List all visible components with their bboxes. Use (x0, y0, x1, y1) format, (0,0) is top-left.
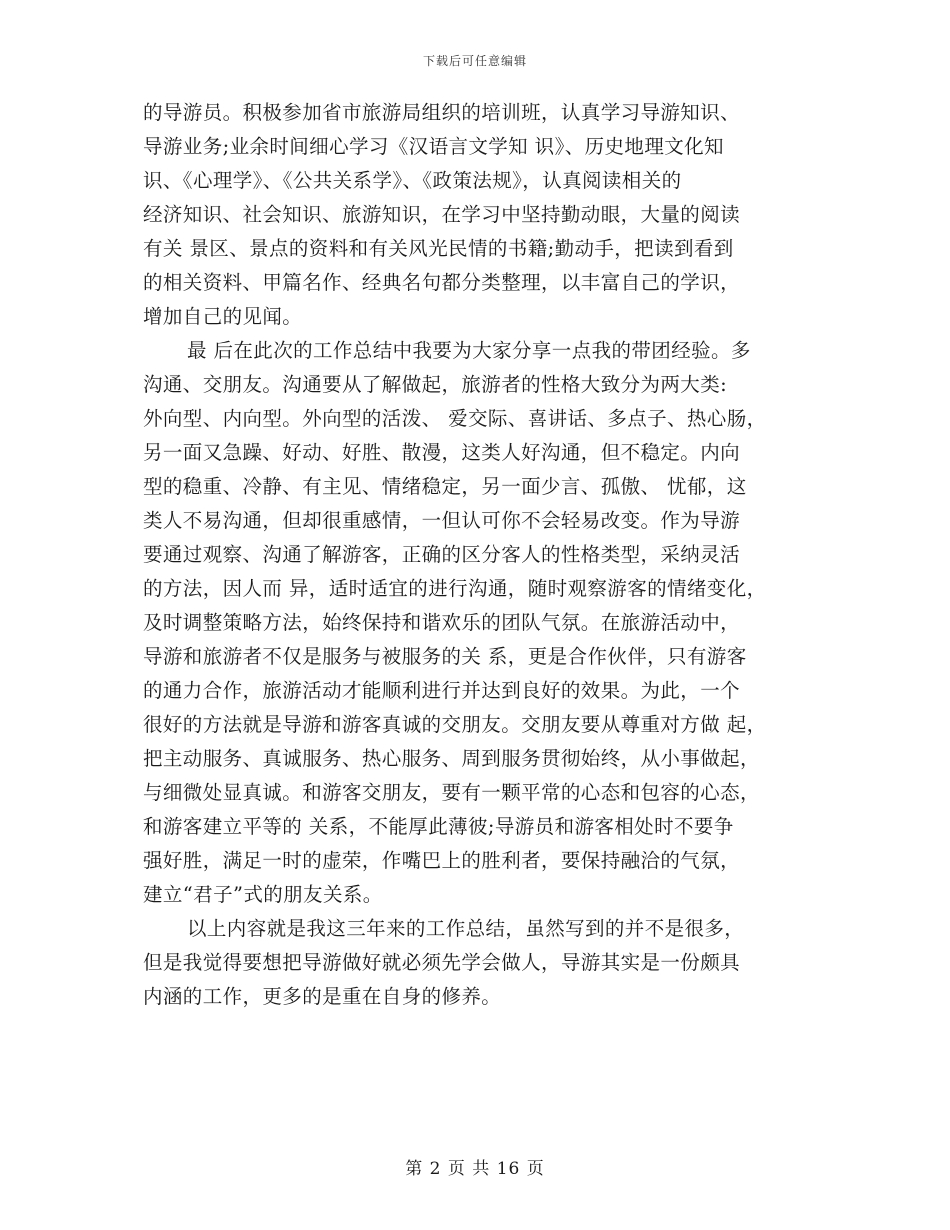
text-line: 类人不易沟通，但却很重感情，一但认可你不会轻易改变。作为导游 (143, 509, 741, 532)
paragraph-start-line: 最 后在此次的工作总结中我要为大家分享一点我的带团经验。多 (187, 339, 751, 362)
text-line: 型的稳重、冷静、有主见、情绪稳定，另一面少言、孤傲、 忧郁，这 (143, 475, 747, 498)
page-header: 下载后可任意编辑 (422, 54, 527, 68)
text-line: 把主动服务、真诚服务、热心服务、周到服务贯彻始终，从小事做起， (143, 747, 760, 770)
text-line: 经济知识、社会知识、旅游知识，在学习中坚持勤动眼，大量的阅读 (143, 203, 741, 226)
text-line: 和游客建立平等的 关系，不能厚此薄彼;导游员和游客相处时不要争 (143, 815, 734, 838)
text-line: 内涵的工作，更多的是重在自身的修养。 (143, 985, 502, 1008)
text-line: 有关 景区、景点的资料和有关风光民情的书籍;勤动手，把读到看到 (143, 237, 734, 260)
text-line: 但是我觉得要想把导游做好就必须先学会做人，导游其实是一份颇具 (143, 951, 741, 974)
page-number-footer: 第 2 页 共 16 页 (405, 1159, 545, 1179)
text-line: 增加自己的见闻。 (143, 305, 303, 328)
document-body (143, 96, 813, 1014)
text-line: 及时调整策略方法，始终保持和谐欢乐的团队气氛。在旅游活动中， (143, 611, 741, 634)
text-line: 导游业务;业余时间细心学习《汉语言文学知 识》、历史地理文化知 (143, 135, 724, 158)
text-line: 与细微处显真诚。和游客交朋友，要有一颗平常的心态和包容的心态， (143, 781, 760, 804)
text-line: 很好的方法就是导游和游客真诚的交朋友。交朋友要从尊重对方做 起， (143, 713, 767, 736)
text-line: 外向型、内向型。外向型的活泼、 爱交际、喜讲话、多点子、热心肠， (143, 407, 767, 430)
text-line: 另一面又急躁、好动、好胜、散漫，这类人好沟通，但不稳定。内向 (143, 441, 741, 464)
text-line: 强好胜，满足一时的虚荣，作嘴巴上的胜利者，要保持融洽的气氛， (143, 849, 741, 872)
text-line: 导游和旅游者不仅是服务与被服务的关 系，更是合作伙伴，只有游客 (143, 645, 747, 668)
text-line: 沟通、交朋友。沟通要从了解做起，旅游者的性格大致分为两大类: (143, 373, 728, 396)
paragraph-start-line: 以上内容就是我这三年来的工作总结，虽然写到的并不是很多， (187, 917, 745, 940)
text-line: 识、《心理学》、《公共关系学》、《政策法规》，认真阅读相关的 (143, 169, 682, 192)
text-line: 建立“君子”式的朋友关系。 (143, 883, 383, 906)
text-line: 的相关资料、甲篇名作、经典名句都分类整理，以丰富自己的学识， (143, 271, 741, 294)
text-line: 的导游员。积极参加省市旅游局组织的培训班，认真学习导游知识、 (143, 101, 741, 124)
text-line: 的通力合作，旅游活动才能顺利进行并达到良好的效果。为此，一个 (143, 679, 741, 702)
text-line: 的方法，因人而 异，适时适宜的进行沟通，随时观察游客的情绪变化， (143, 577, 767, 600)
text-line: 要通过观察、沟通了解游客，正确的区分客人的性格类型，采纳灵活 (143, 543, 741, 566)
